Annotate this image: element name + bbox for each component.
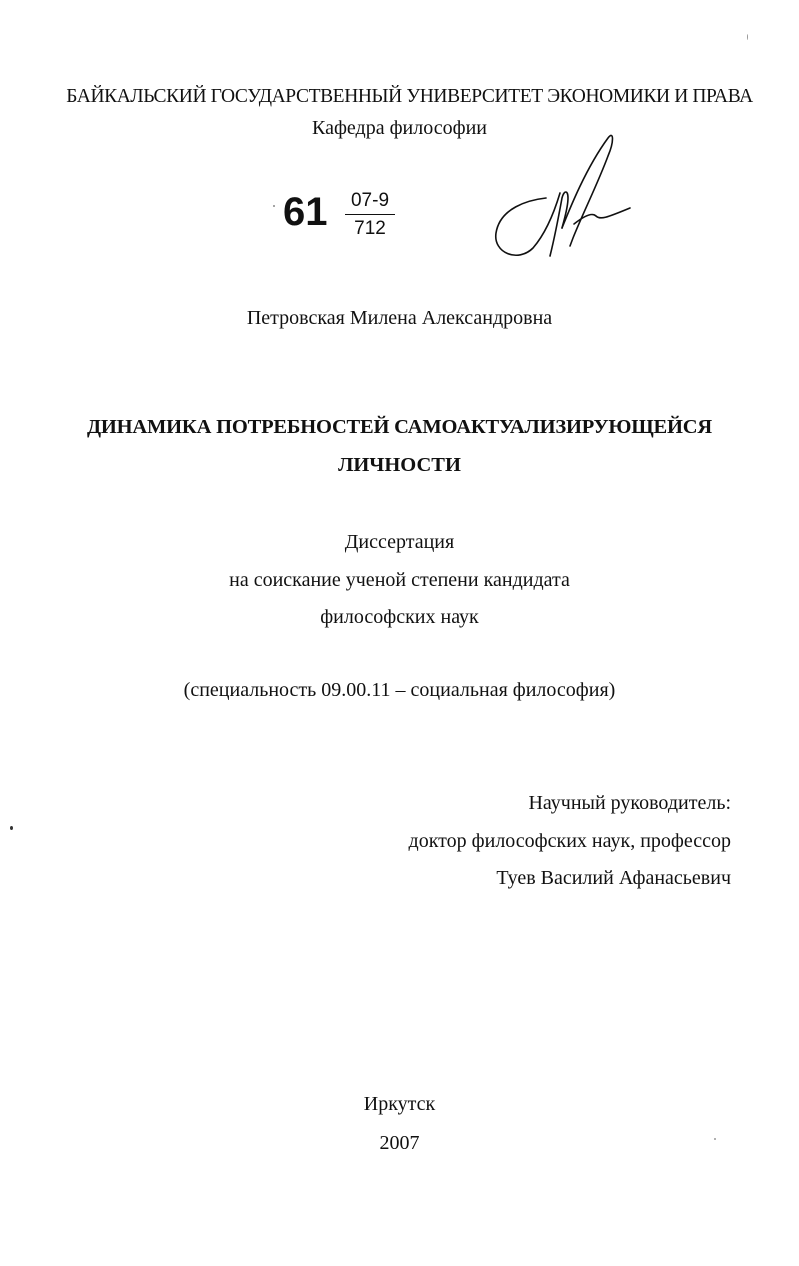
signature [488, 128, 638, 268]
specialty: (специальность 09.00.11 – социальная философия) [183, 679, 616, 701]
catalog-code-denominator: 712 [354, 218, 386, 239]
scan-speck [273, 205, 275, 207]
university-name: БАЙКАЛЬСКИЙ ГОСУДАРСТВЕННЫЙ УНИВЕРСИТЕТ ЭКОНОМИКИ И ПРАВА [66, 86, 753, 107]
advisor-name: Туев Василий Афанасьевич [496, 867, 731, 889]
city: Иркутск [363, 1093, 436, 1115]
scan-speck [10, 826, 13, 830]
dissertation-title-line-1: ДИНАМИКА ПОТРЕБНОСТЕЙ САМОАКТУАЛИЗИРУЮЩЕЙСЯ [87, 416, 712, 438]
scan-speck [714, 1138, 716, 1140]
degree-line-2: философских наук [320, 606, 479, 628]
scan-speck [747, 34, 748, 40]
degree-line-1: на соискание ученой степени кандидата [229, 569, 570, 591]
author-name: Петровская Милена Александровна [246, 307, 553, 329]
dissertation-title-line-2: ЛИЧНОСТИ [338, 454, 461, 476]
catalog-code-numerator: 07-9 [345, 190, 395, 215]
catalog-code-prefix: 61 [283, 190, 328, 234]
document-type: Диссертация [344, 531, 455, 553]
advisor-degree: доктор философских наук, профессор [408, 830, 731, 852]
year: 2007 [379, 1132, 420, 1154]
department-name: Кафедра философии [312, 117, 487, 139]
advisor-label: Научный руководитель: [528, 792, 731, 814]
